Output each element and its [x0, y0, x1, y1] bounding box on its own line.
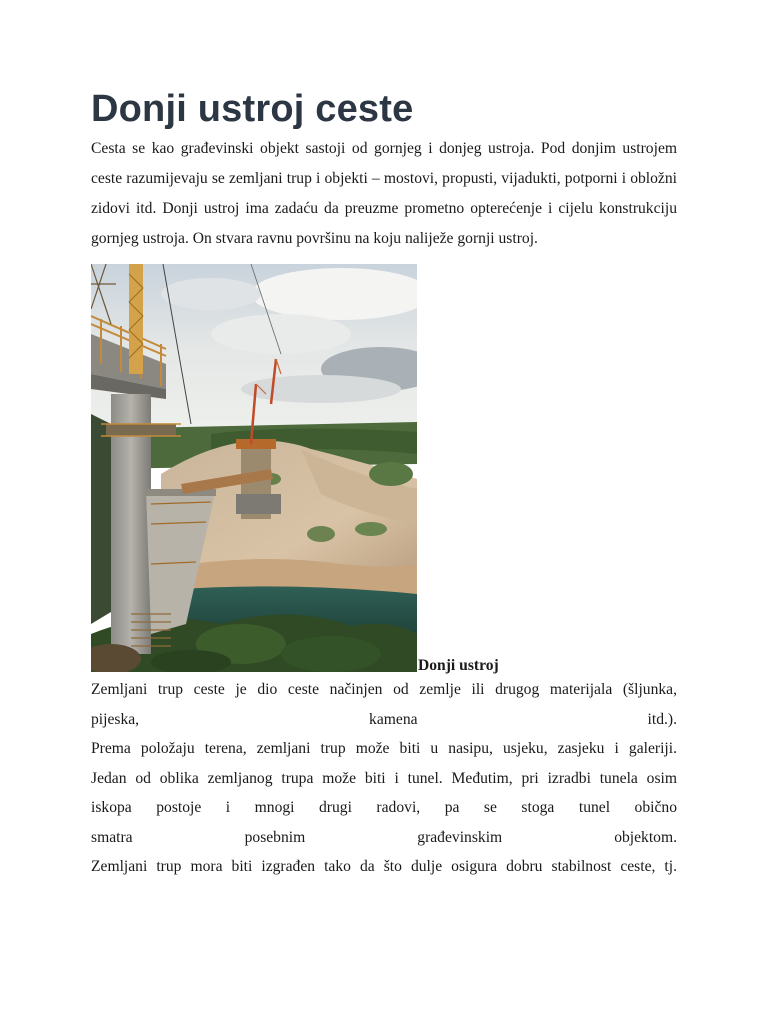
body-line: smatra posebnim građevinskim objektom. — [91, 828, 677, 846]
body-line: Jedan od oblika zemljanog trupa može biti i tunel. Međutim, pri izradbi tunela osim — [91, 769, 677, 787]
figure — [91, 264, 677, 672]
body-line: Zemljani trup mora biti izgrađen tako da što dulje osigura dobru stabilnost ceste, tj. — [91, 858, 677, 875]
document-page — [91, 86, 677, 882]
body-line: Zemljani trup ceste je dio ceste načinjen od zemlje ili drugog materijala (šljunka, — [91, 681, 677, 698]
body-line: pijeska, kamena itd.). — [91, 710, 677, 728]
figure-caption: Donji ustroj — [418, 657, 499, 674]
intro-paragraph: Cesta se kao građevinski objekt sastoji od gornjeg i donjeg ustroja. Pod donjim ustrojem ceste razumijevaju se zemljani trup i objekti – mostovi, propusti, vijadukti, potporni i obložni zidovi itd. Donji ustroj ima zadaću da preuzme prometno opterećenje i cijelu konstrukciju gornjeg ustroja. On stvara ravnu površinu na koju naliježe gornji ustroj. — [91, 140, 677, 247]
body-line: iskopa postoje i mnogi drugi radovi, pa se stoga tunel obično — [91, 799, 677, 816]
bridge-construction-photo — [91, 264, 417, 672]
body-line: Prema položaju terena, zemljani trup može biti u nasipu, usjeku, zasjeku i galeriji. — [91, 740, 677, 757]
body-text — [91, 675, 677, 882]
page-title: Donji ustroj ceste — [91, 88, 414, 130]
